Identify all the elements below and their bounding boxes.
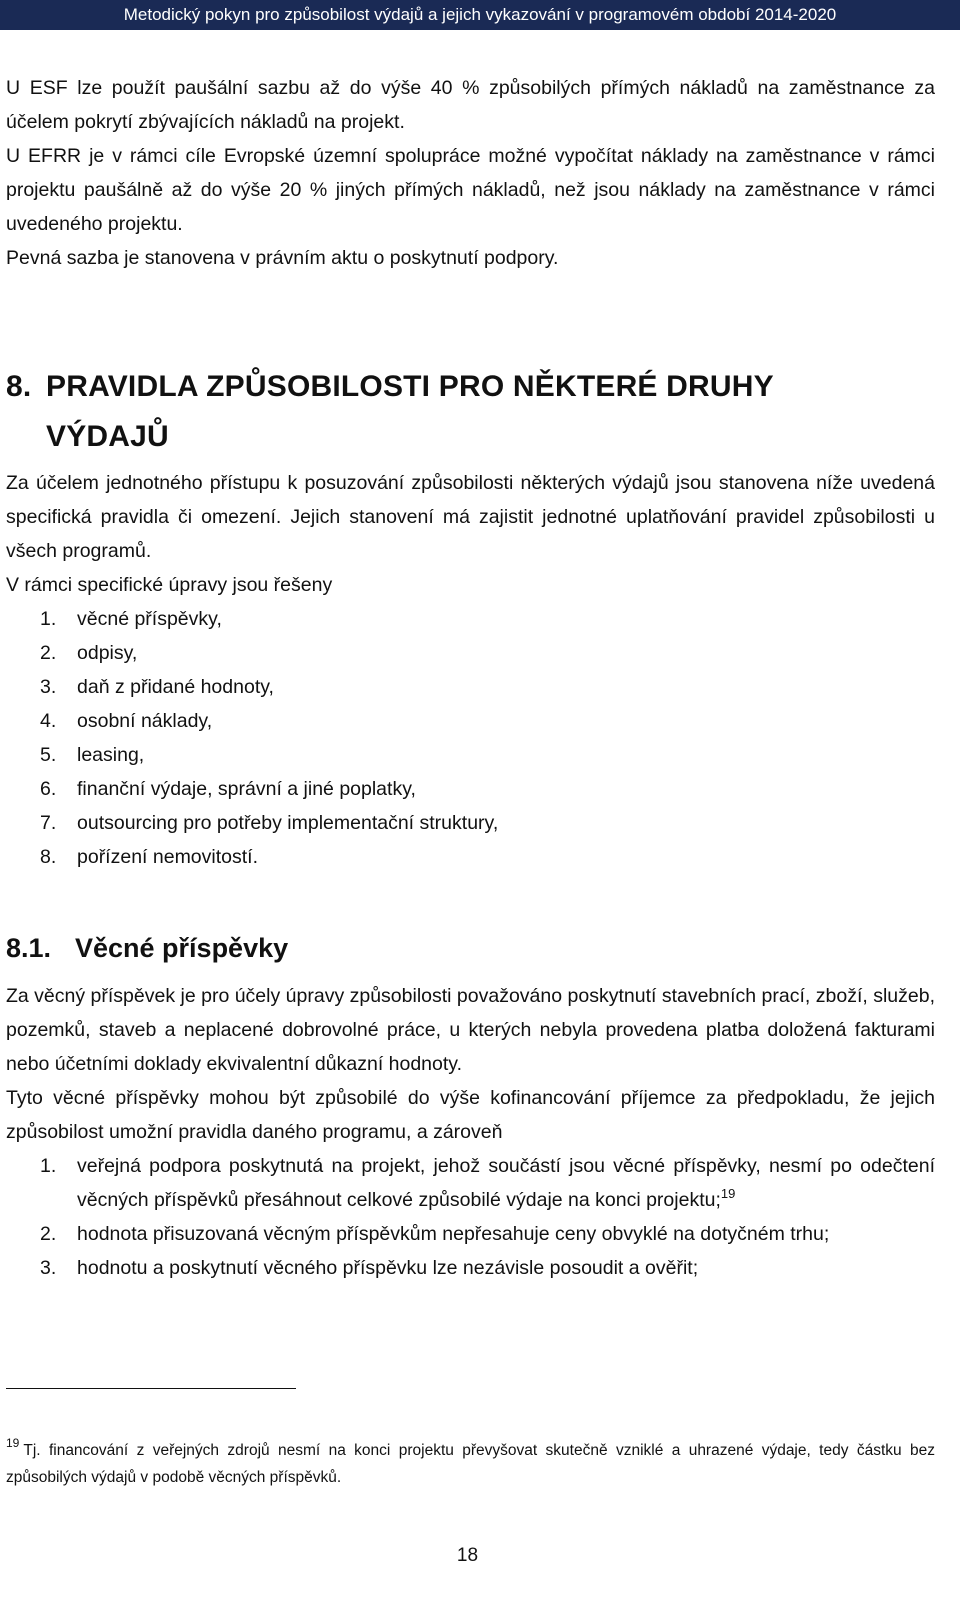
intro-paragraph-fixed-rate: Pevná sazba je stanovena v právním aktu o poskytnutí podpory. — [6, 247, 559, 269]
list-item-text: pořízení nemovitostí. — [77, 846, 259, 868]
footnote — [6, 1437, 935, 1491]
condition-item — [6, 1217, 935, 1251]
list-item — [6, 704, 935, 738]
section-8-1-body — [6, 979, 935, 1285]
list-item-number: 6. — [40, 778, 57, 800]
section-8-1-heading — [6, 926, 935, 970]
condition-number: 1. — [40, 1155, 57, 1177]
list-item — [6, 602, 935, 636]
condition-item — [6, 1251, 935, 1285]
list-item — [6, 738, 935, 772]
list-item-text: odpisy, — [77, 642, 138, 664]
footnote-mark: 19 — [6, 1436, 20, 1450]
section-8-list — [6, 602, 935, 874]
list-item-text: osobní náklady, — [77, 710, 213, 732]
section-8-list-intro: V rámci specifické úpravy jsou řešeny — [6, 574, 333, 596]
intro-paragraph-efrr: U EFRR je v rámci cíle Evropské územní spolupráce možné vypočítat náklady na zaměstnance v rámci projektu paušálně až do výše 20 % jiných přímých nákladů, než jsou náklady na zaměstnance v rámci uvedeného projektu. — [6, 145, 935, 235]
footnote-separator — [6, 1388, 296, 1389]
list-item — [6, 772, 935, 806]
list-item — [6, 670, 935, 704]
list-item — [6, 636, 935, 670]
list-item-number: 1. — [40, 608, 57, 630]
condition-item — [6, 1149, 935, 1217]
section-8-number: 8. — [6, 370, 32, 403]
list-item-number: 4. — [40, 710, 57, 732]
section-8-body — [6, 466, 935, 874]
section-8-1-conditions — [6, 1149, 935, 1285]
list-item-text: věcné příspěvky, — [77, 608, 222, 630]
section-8-1 — [6, 926, 935, 1279]
intro-paragraph-esf: U ESF lze použít paušální sazbu až do výše 40 % způsobilých přímých nákladů na zaměstnance za účelem pokrytí zbývajících nákladů na projekt. — [6, 77, 935, 133]
section-8-title-line1: PRAVIDLA ZPŮSOBILOSTI PRO NĚKTERÉ DRUHY — [46, 370, 774, 403]
page-number: 18 — [456, 1545, 479, 1566]
list-item-number: 2. — [40, 642, 57, 664]
list-item-text: outsourcing pro potřeby implementační struktury, — [77, 812, 499, 834]
condition-text: veřejná podpora poskytnutá na projekt, jehož součástí jsou věcné příspěvky, nesmí po odečtení věcných příspěvků přesáhnout celkové způsobilé výdaje na konci projektu; — [77, 1155, 935, 1211]
list-item-number: 7. — [40, 812, 57, 834]
list-item — [6, 806, 935, 840]
list-item-number: 8. — [40, 846, 57, 868]
list-item-text: leasing, — [77, 744, 145, 766]
list-item — [6, 840, 935, 874]
condition-number: 2. — [40, 1223, 57, 1245]
document-header — [0, 0, 960, 30]
list-item-text: finanční výdaje, správní a jiné poplatky, — [77, 778, 416, 800]
list-item-text: daň z přidané hodnoty, — [77, 676, 274, 698]
intro-block — [6, 71, 935, 275]
section-8-1-number: 8.1. — [6, 933, 52, 963]
condition-text: hodnota přisuzovaná věcným příspěvkům nepřesahuje ceny obvyklé na dotyčném trhu; — [77, 1223, 830, 1245]
list-item-number: 5. — [40, 744, 57, 766]
section-8-1-title: Věcné příspěvky — [75, 933, 289, 963]
footnote-text: Tj. financování z veřejných zdrojů nesmí na konci projektu převyšovat skutečně vzniklé a uhrazené výdaje, tedy částku bez způsobilých výdajů v podobě věcných příspěvků. — [6, 1442, 935, 1486]
section-8 — [6, 362, 935, 868]
condition-number: 3. — [40, 1257, 57, 1279]
section-8-1-conditions-intro: Tyto věcné příspěvky mohou být způsobilé do výše kofinancování příjemce za předpokladu, že jejich způsobilost umožní pravidla daného programu, a zároveň — [6, 1087, 935, 1143]
footnote-reference[interactable]: 19 — [720, 1186, 736, 1201]
list-item-number: 3. — [40, 676, 57, 698]
section-8-heading — [6, 362, 935, 462]
section-8-paragraph: Za účelem jednotného přístupu k posuzování způsobilosti některých výdajů jsou stanovena níže uvedená specifická pravidla či omezení. Jejich stanovení má zajistit jednotné uplatňování pravidel způsobilosti u všech programů. — [6, 472, 935, 562]
section-8-1-definition: Za věcný příspěvek je pro účely úpravy způsobilosti považováno poskytnutí stavebních prací, zboží, služeb, pozemků, staveb a neplacené dobrovolné práce, u kterých nebyla provedena platba doložená fakturami nebo účetními doklady ekvivalentní důkazní hodnoty. — [6, 985, 935, 1075]
document-header-title: Metodický pokyn pro způsobilost výdajů a jejich vykazování v programovém období 2014-2020 — [123, 5, 837, 24]
section-8-title-line2: VÝDAJŮ — [46, 420, 169, 453]
condition-text: hodnotu a poskytnutí věcného příspěvku lze nezávisle posoudit a ověřit; — [77, 1257, 699, 1279]
